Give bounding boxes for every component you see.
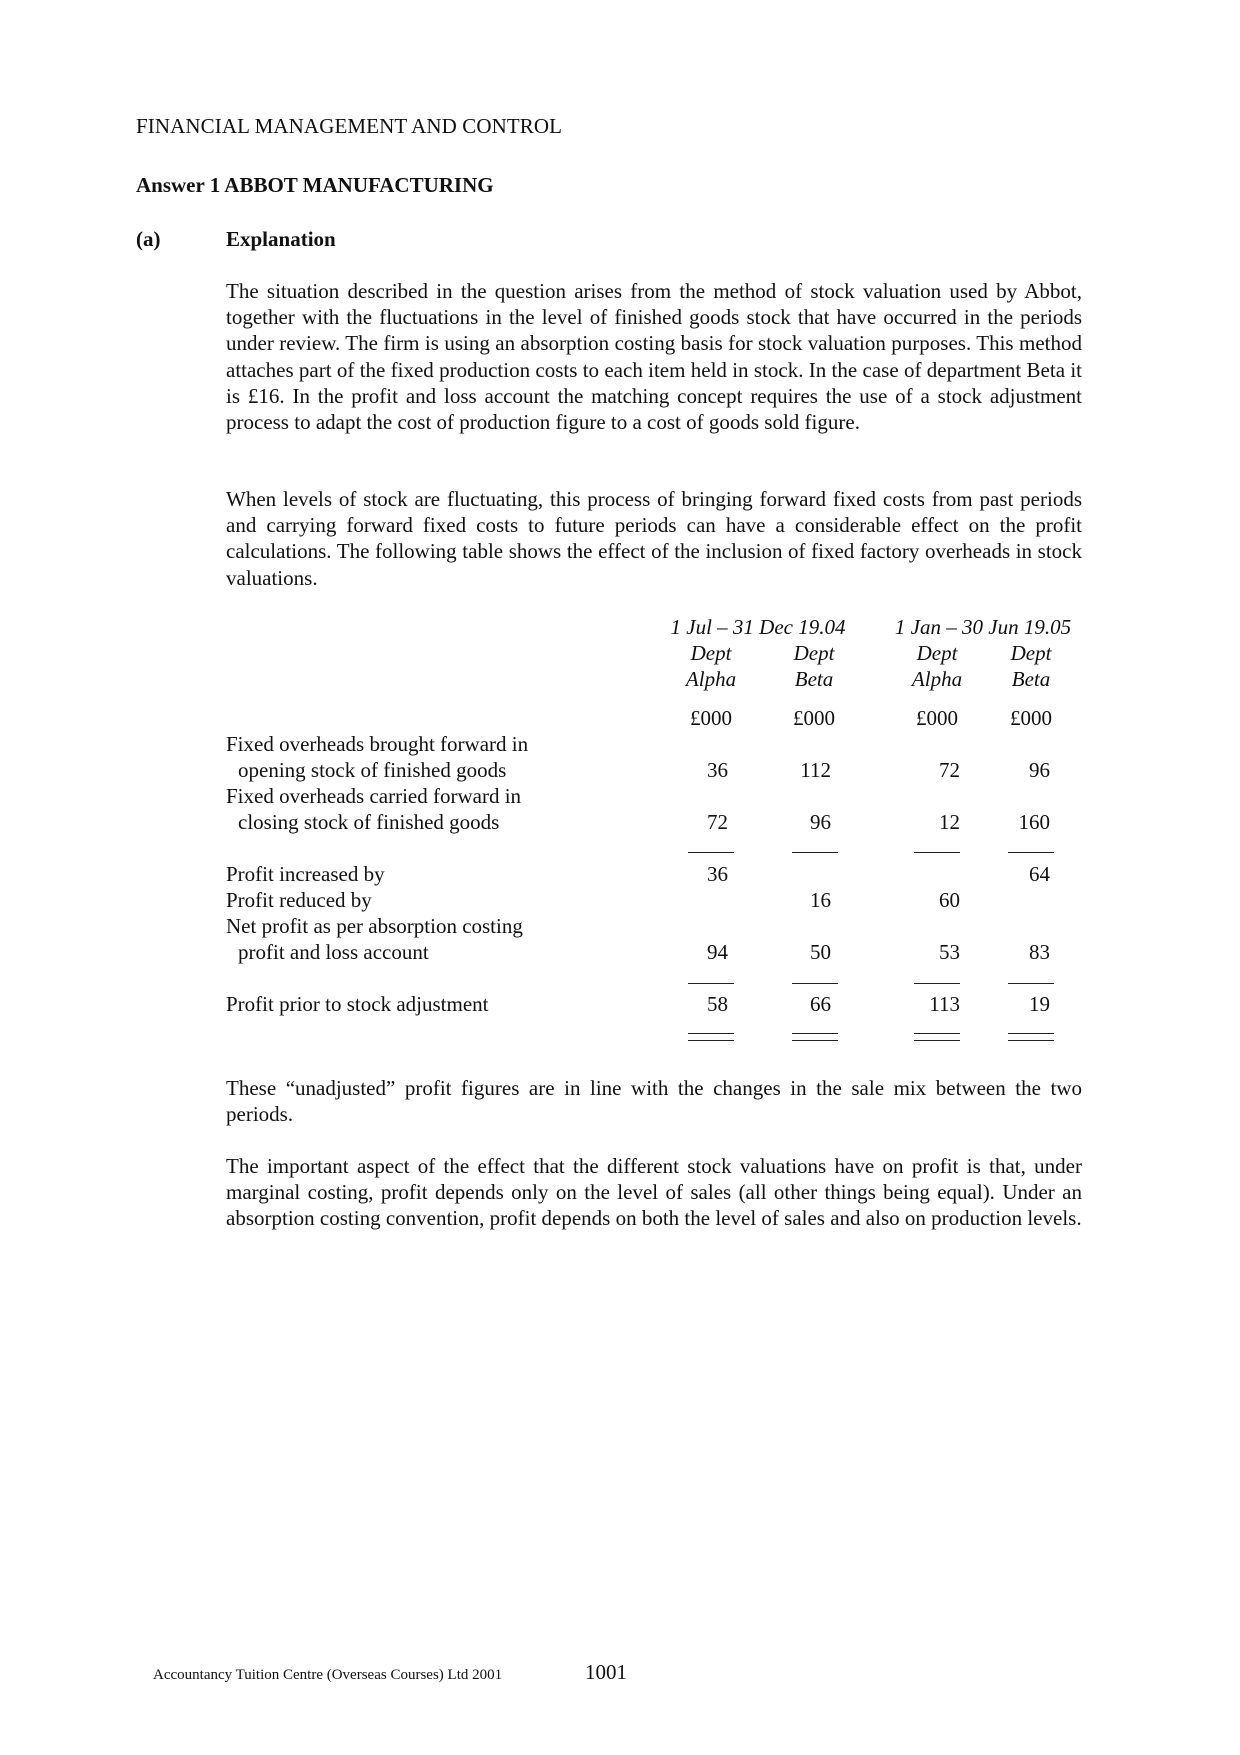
table-cell: 94 [707,940,728,964]
single-rule [1008,852,1054,853]
double-rule [1008,1040,1054,1041]
table-cell: 72 [707,810,728,834]
col-header-dept: Dept [1010,641,1052,665]
unit-label: £000 [916,706,958,730]
row-label: Profit increased by [226,862,385,886]
table-cell: 66 [810,992,831,1016]
col-header-alpha: Alpha [685,667,737,691]
double-rule [792,1033,838,1034]
single-rule [914,852,960,853]
table-cell: 16 [810,888,831,912]
single-rule [914,983,960,984]
double-rule [914,1040,960,1041]
table-cell: 83 [1029,940,1050,964]
col-header-beta: Beta [1011,667,1051,691]
table-cell: 36 [707,758,728,782]
double-rule [1008,1033,1054,1034]
page-header: FINANCIAL MANAGEMENT AND CONTROL [136,114,563,138]
answer-title: Answer 1 ABBOT MANUFACTURING [136,173,494,197]
single-rule [792,852,838,853]
col-header-beta: Beta [794,667,834,691]
row-label: opening stock of finished goods [238,758,507,782]
period-header-1: 1 Jul – 31 Dec 19.04 [670,615,846,639]
explanation-paragraph-4: The important aspect of the effect that the different stock valuations have on profit is that, under marginal costing, profit depends only on the level of sales (all other things being equal). Under an absorption costing convention, profit depends on both the level of sales and also on production levels. [226,1154,1082,1231]
table-cell: 12 [939,810,960,834]
table-cell: 50 [810,940,831,964]
single-rule [1008,983,1054,984]
double-rule [688,1033,734,1034]
table-cell: 72 [939,758,960,782]
row-label: Net profit as per absorption costing [226,914,523,938]
col-header-dept: Dept [690,641,732,665]
row-label: profit and loss account [238,940,429,964]
unit-label: £000 [793,706,835,730]
explanation-paragraph-3: These “unadjusted” profit figures are in line with the changes in the sale mix between the two periods. [226,1076,1082,1127]
row-label: closing stock of finished goods [238,810,500,834]
table-cell: 53 [939,940,960,964]
double-rule [792,1040,838,1041]
explanation-paragraph-1: The situation described in the question arises from the method of stock valuation used by Abbot, together with the fluctuations in the level of finished goods stock that have occurred in the periods under review. The firm is using an absorption costing basis for stock valuation purposes. This method attaches part of the fixed production costs to each item held in stock. In the case of department Beta it is £16. In the profit and loss account the matching concept requires the use of a stock adjustment process to adapt the cost of production figure to a cost of goods sold figure. [226,279,1082,435]
col-header-alpha: Alpha [911,667,963,691]
single-rule [792,983,838,984]
period-header-2: 1 Jan – 30 Jun 19.05 [894,615,1072,639]
col-header-dept: Dept [793,641,835,665]
row-label: Fixed overheads brought forward in [226,732,529,756]
double-rule [688,1040,734,1041]
row-label: Profit reduced by [226,888,372,912]
unit-label: £000 [690,706,732,730]
page-number: 1001 [585,1660,627,1684]
row-label: Fixed overheads carried forward in [226,784,522,808]
explanation-paragraph-2: When levels of stock are fluctuating, this process of bringing forward fixed costs from past periods and carrying forward fixed costs to future periods can have a considerable effect on the profit calculations. The following table shows the effect of the inclusion of fixed factory overheads in stock valuations. [226,487,1082,590]
table-cell: 160 [1018,810,1050,834]
table-cell: 64 [1029,862,1050,886]
part-label: (a) [136,227,161,251]
row-label: Profit prior to stock adjustment [226,992,489,1016]
table-cell: 113 [929,992,960,1016]
table-cell: 19 [1029,992,1050,1016]
col-header-dept: Dept [916,641,958,665]
unit-label: £000 [1010,706,1052,730]
table-cell: 58 [707,992,728,1016]
table-cell: 60 [939,888,960,912]
table-cell: 36 [707,862,728,886]
table-cell: 96 [1029,758,1050,782]
table-cell: 112 [800,758,831,782]
footer-organisation: Accountancy Tuition Centre (Overseas Courses) Ltd 2001 [153,1667,503,1683]
part-title: Explanation [226,227,336,251]
table-cell: 96 [810,810,831,834]
single-rule [688,852,734,853]
double-rule [914,1033,960,1034]
single-rule [688,983,734,984]
